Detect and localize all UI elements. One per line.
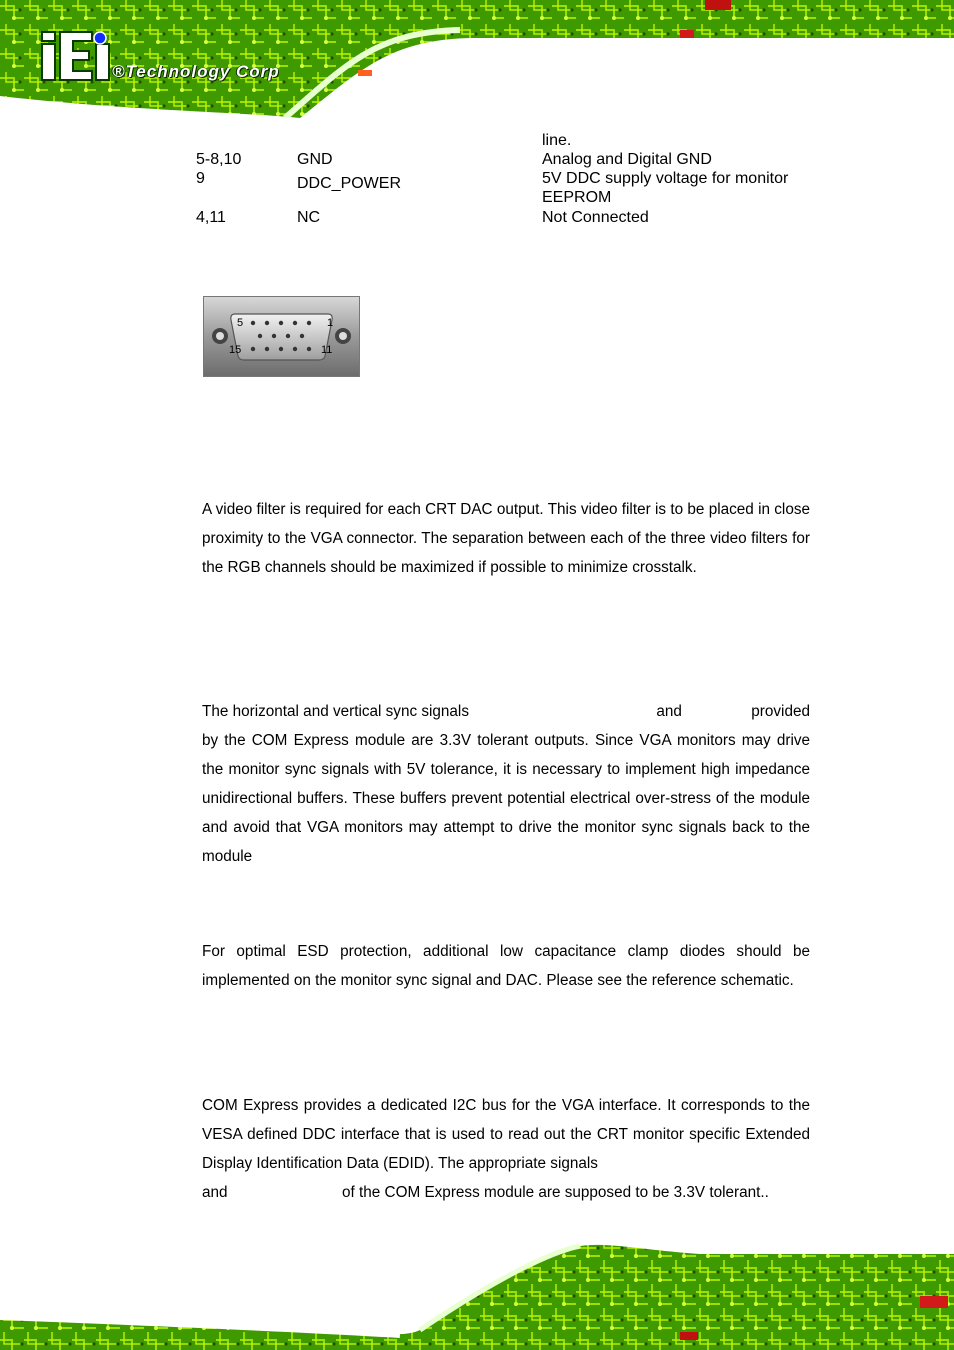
signal-cell: DDC_POWER — [297, 175, 402, 192]
sync-text-rest: by the COM Express module are 3.3V tolerant outputs. Since VGA monitors may drive the monitor sync signals with 5V tolerance, it is necessary to implement high impedance unidirectional buffers. These buffers prevent potential electrical over-stress of the module and avoid that VGA monitors may attempt to drive the monitor sync signals back to the module — [202, 732, 810, 865]
pin-label-5: 5 — [237, 317, 244, 329]
description-cell: Analog and Digital GND — [542, 151, 712, 168]
video-filter-text: A video filter is required for each CRT DAC output. This video filter is to be placed in close proximity to the VGA connector. The separation between each of the three video filters for the RGB channels should be maximized if possible to minimize crosstalk. — [202, 501, 810, 576]
header-banner — [0, 0, 954, 118]
pin-label-11: 11 — [321, 344, 333, 356]
signal-cell: NC — [297, 209, 321, 226]
pin-label-15: 15 — [229, 344, 242, 356]
description-cell-line2: EEPROM — [542, 189, 612, 206]
description-cell: Not Connected — [542, 209, 649, 226]
i2c-last-line — [202, 1178, 810, 1207]
video-filter-paragraph — [202, 495, 810, 582]
description-cell: 5V DDC supply voltage for monitor — [542, 170, 789, 187]
i2c-last-part2: of the COM Express module are supposed to be 3.3V tolerant.. — [342, 1184, 769, 1201]
pin-cell: 5-8,10 — [196, 151, 242, 168]
vga-connector-image — [203, 296, 360, 377]
circuit-board-footer — [0, 1236, 954, 1350]
sync-text-part1: The horizontal and vertical sync signals — [202, 703, 469, 720]
i2c-last-part1: and — [202, 1184, 228, 1201]
esd-paragraph — [202, 937, 810, 995]
iei-logo-mark — [40, 30, 120, 82]
sync-signals-paragraph — [202, 697, 810, 871]
company-name: ®Technology Corp — [112, 62, 280, 81]
signal-cell: GND — [297, 151, 333, 168]
sync-text-part2: and — [656, 703, 682, 720]
pin-cell: 4,11 — [196, 209, 226, 226]
footer-banner — [0, 1236, 954, 1350]
sync-text-part3: provided — [751, 703, 810, 720]
i2c-paragraph — [202, 1091, 810, 1207]
table-desc-continuation: line. — [542, 132, 572, 149]
esd-text: For optimal ESD protection, additional low capacitance clamp diodes should be implemented on the monitor sync signal and DAC. Please see the reference schematic. — [202, 943, 810, 989]
pin-cell: 9 — [196, 170, 205, 187]
sync-first-line — [202, 697, 810, 726]
pin-label-1: 1 — [327, 317, 334, 329]
i2c-text: COM Express provides a dedicated I2C bus for the VGA interface. It corresponds to the VESA defined DDC interface that is used to read out the CRT monitor specific Extended Display Identification Data (EDID). The appropriate signals — [202, 1097, 810, 1172]
